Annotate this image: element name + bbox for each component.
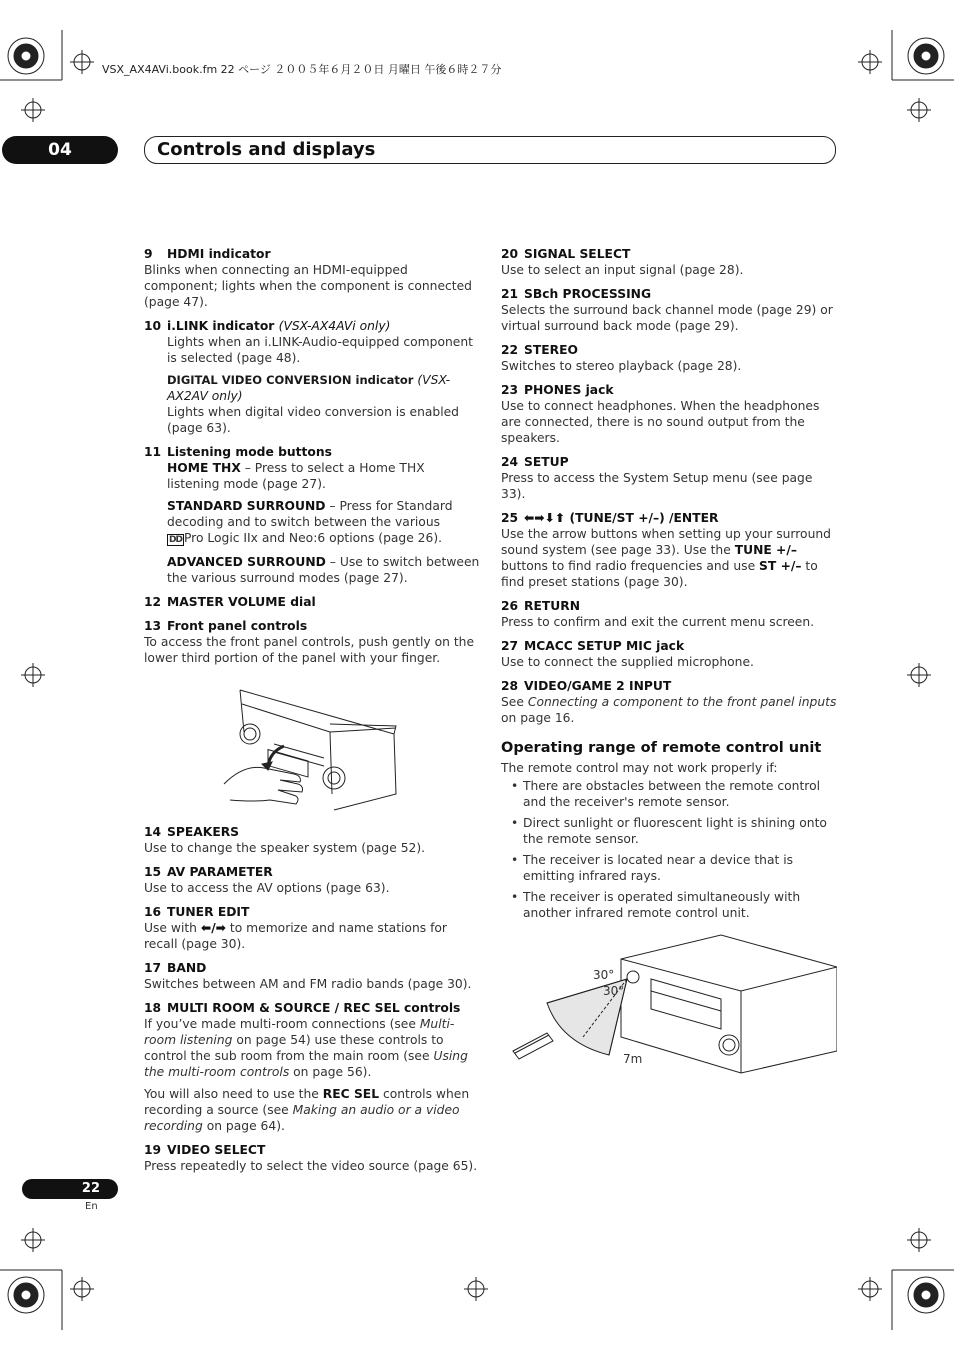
item-14 bbox=[144, 824, 480, 856]
page-number: 22 bbox=[81, 1181, 100, 1196]
item-body-advanced bbox=[144, 554, 480, 586]
item-body: Use to connect the supplied microphone. bbox=[501, 655, 754, 669]
item-number: 14 bbox=[144, 825, 162, 839]
button-name: ST +/– bbox=[759, 559, 802, 573]
item-title: SIGNAL SELECT bbox=[524, 247, 631, 261]
item-22 bbox=[501, 342, 837, 374]
text: If you’ve made multi-room connections (see bbox=[144, 1017, 420, 1031]
text: on page 64). bbox=[202, 1119, 285, 1133]
item-body bbox=[501, 694, 837, 726]
item-title: TUNER EDIT bbox=[167, 905, 250, 919]
cross-reference: Making an audio or a video recording bbox=[144, 1103, 460, 1133]
item-body: Selects the surround back channel mode (page 29) or virtual surround back mode (page 29). bbox=[501, 303, 833, 333]
text: You will also need to use the bbox=[144, 1087, 323, 1101]
text: to find preset stations (page 30). bbox=[501, 559, 818, 589]
item-body bbox=[501, 526, 837, 590]
item-body: Use to select an input signal (page 28). bbox=[501, 263, 744, 277]
item-body: Lights when digital video conversion is enabled (page 63). bbox=[167, 405, 459, 435]
button-name: TUNE +/– bbox=[734, 543, 797, 557]
right-column bbox=[501, 246, 837, 1088]
list-item: • Direct sunlight or fluorescent light is shining onto the remote sensor. bbox=[523, 815, 837, 847]
item-17 bbox=[144, 960, 480, 992]
item-number: 27 bbox=[501, 639, 519, 653]
item-note: (VSX-AX2AV only) bbox=[167, 373, 451, 403]
item-title: AV PARAMETER bbox=[167, 865, 273, 879]
file-info-header: VSX_AX4AVi.book.fm 22 ページ ２００５年６月２０日 月曜日 午後６時２７分 bbox=[102, 63, 502, 76]
corner-rosette-bottom-left bbox=[8, 1277, 44, 1313]
item-number: 18 bbox=[144, 1001, 162, 1015]
item-title: STEREO bbox=[524, 343, 578, 357]
item-number: 9 bbox=[144, 247, 153, 261]
button-name: STANDARD SURROUND bbox=[167, 499, 326, 513]
item-body: Press repeatedly to select the video source (page 65). bbox=[144, 1159, 478, 1173]
item-number: 25 bbox=[501, 511, 519, 525]
item-body-home-thx bbox=[144, 460, 480, 492]
item-25 bbox=[501, 510, 837, 590]
button-name: REC SEL bbox=[322, 1087, 380, 1101]
item-number: 10 bbox=[144, 319, 162, 333]
list-item: • The receiver is operated simultaneously with another infrared remote control unit. bbox=[523, 889, 837, 921]
item-20 bbox=[501, 246, 837, 278]
item-body: Lights when an i.LINK-Audio-equipped component is selected (page 48). bbox=[167, 335, 473, 365]
item-title: MCACC SETUP MIC jack bbox=[524, 639, 685, 653]
item-number: 21 bbox=[501, 287, 519, 301]
item-12 bbox=[144, 594, 480, 610]
item-body: Use to access the AV options (page 63). bbox=[144, 881, 390, 895]
angle-label-top: 30° bbox=[593, 968, 615, 982]
receiver-outline bbox=[621, 935, 837, 1073]
section-heading-remote-range: Operating range of remote control unit bbox=[501, 740, 822, 756]
description: – Press to select a Home THX listening mode (page 27). bbox=[167, 461, 425, 491]
remote-control bbox=[513, 1033, 553, 1059]
item-body: To access the front panel controls, push gently on the lower third portion of the panel with your finger. bbox=[144, 635, 475, 665]
item-body-p2 bbox=[144, 1086, 480, 1134]
item-number: 26 bbox=[501, 599, 519, 613]
button-name: ADVANCED SURROUND bbox=[167, 555, 326, 569]
cross-reference: Multi-room listening bbox=[144, 1017, 455, 1047]
item-number: 13 bbox=[144, 619, 162, 633]
item-title: SPEAKERS bbox=[167, 825, 240, 839]
item-18 bbox=[144, 1000, 480, 1134]
item-body: Use to connect headphones. When the headphones are connected, there is no sound output from the speakers. bbox=[501, 399, 820, 445]
item-body: Press to confirm and exit the current menu screen. bbox=[501, 615, 815, 629]
item-title: i.LINK indicator bbox=[167, 319, 275, 333]
text: controls when recording a source (see bbox=[144, 1087, 470, 1117]
corner-rosette-top-left bbox=[8, 38, 44, 74]
item-title: BAND bbox=[167, 961, 207, 975]
item-number: 28 bbox=[501, 679, 519, 693]
dolby-logo-icon: DD bbox=[169, 535, 182, 545]
text: on page 56). bbox=[289, 1065, 372, 1079]
item-26 bbox=[501, 598, 837, 630]
item-number: 22 bbox=[501, 343, 519, 357]
item-title: MULTI ROOM & SOURCE / REC SEL controls bbox=[167, 1001, 461, 1015]
item-28 bbox=[501, 678, 837, 726]
text: See bbox=[501, 695, 528, 709]
item-15 bbox=[144, 864, 480, 896]
item-note: (VSX-AX4AVi only) bbox=[278, 319, 391, 333]
chapter-number-tab: 04 bbox=[2, 136, 118, 164]
front-panel-illustration bbox=[144, 674, 480, 814]
item-title: DIGITAL VIDEO CONVERSION indicator bbox=[167, 373, 414, 387]
list-item: • The receiver is located near a device that is emitting infrared rays. bbox=[523, 852, 837, 884]
description: to memorize and name stations for recall (page 30). bbox=[144, 921, 447, 951]
button-name: HOME THX bbox=[167, 461, 241, 475]
page-number-tab bbox=[22, 1179, 118, 1199]
item-title: MASTER VOLUME dial bbox=[167, 595, 316, 609]
item-number: 15 bbox=[144, 865, 162, 879]
item-body bbox=[144, 920, 480, 952]
item-number: 17 bbox=[144, 961, 162, 975]
language-label: En bbox=[85, 1201, 98, 1212]
item-body: Switches between AM and FM radio bands (page 30). bbox=[144, 977, 472, 991]
chapter-title: Controls and displays bbox=[157, 139, 376, 160]
text: Use the arrow buttons when setting up your surround sound system (see page 33). Use the bbox=[501, 527, 831, 557]
description: Use with bbox=[144, 921, 201, 935]
description: – Press for Standard decoding and to switch between the various bbox=[167, 499, 453, 529]
item-number: 23 bbox=[501, 383, 519, 397]
item-title: HDMI indicator bbox=[167, 247, 271, 261]
item-title: SETUP bbox=[524, 455, 569, 469]
item-title: SBch PROCESSING bbox=[524, 287, 652, 301]
item-body-p1 bbox=[144, 1016, 480, 1080]
item-number: 20 bbox=[501, 247, 519, 261]
item-13 bbox=[144, 618, 480, 666]
text: on page 54) use these controls to control the sub room from the main room (see bbox=[144, 1033, 444, 1063]
arrow-buttons-icon: ⬅➡⬇⬆ bbox=[524, 511, 566, 525]
item-body: Blinks when connecting an HDMI-equipped component; lights when the component is connected (page 47). bbox=[144, 263, 472, 309]
remote-range-diagram bbox=[501, 933, 837, 1078]
corner-rosette-top-right bbox=[908, 38, 944, 74]
item-title: VIDEO/GAME 2 INPUT bbox=[524, 679, 672, 693]
item-title: VIDEO SELECT bbox=[167, 1143, 266, 1157]
item-title: (TUNE/ST +/–) /ENTER bbox=[565, 511, 719, 525]
item-23 bbox=[501, 382, 837, 446]
item-19 bbox=[144, 1142, 480, 1174]
bullet-list bbox=[501, 778, 837, 921]
item-11 bbox=[144, 444, 480, 586]
corner-rosette-bottom-right bbox=[908, 1277, 944, 1313]
item-27 bbox=[501, 638, 837, 670]
angle-label-bottom: 30° bbox=[603, 984, 625, 998]
item-24 bbox=[501, 454, 837, 502]
item-16 bbox=[144, 904, 480, 952]
item-title: PHONES jack bbox=[524, 383, 614, 397]
item-title: Front panel controls bbox=[167, 619, 308, 633]
text: on page 16. bbox=[501, 711, 575, 725]
left-right-arrow-icon: ⬅/➡ bbox=[200, 921, 226, 935]
left-column bbox=[144, 246, 480, 1182]
item-body: Press to access the System Setup menu (see page 33). bbox=[501, 471, 813, 501]
item-title: Listening mode buttons bbox=[167, 445, 332, 459]
item-number: 24 bbox=[501, 455, 519, 469]
item-number: 12 bbox=[144, 595, 162, 609]
cross-reference: Using the multi-room controls bbox=[144, 1049, 468, 1079]
section-intro: The remote control may not work properly if: bbox=[501, 761, 778, 775]
description: Pro Logic IIx and Neo:6 options (page 26). bbox=[183, 531, 443, 545]
item-body: Switches to stereo playback (page 28). bbox=[501, 359, 742, 373]
text: buttons to find radio frequencies and use bbox=[501, 559, 760, 573]
item-number: 19 bbox=[144, 1143, 162, 1157]
list-item: • There are obstacles between the remote control and the receiver's remote sensor. bbox=[523, 778, 837, 810]
item-body: Use to change the speaker system (page 52). bbox=[144, 841, 426, 855]
item-21 bbox=[501, 286, 837, 334]
distance-label: 7m bbox=[623, 1052, 643, 1066]
item-9 bbox=[144, 246, 480, 310]
item-number: 16 bbox=[144, 905, 162, 919]
item-number: 11 bbox=[144, 445, 162, 459]
item-body-standard bbox=[144, 498, 480, 548]
item-title: RETURN bbox=[524, 599, 581, 613]
cross-reference: Connecting a component to the front panel inputs bbox=[527, 695, 837, 709]
item-10 bbox=[144, 318, 480, 436]
chapter-title-box bbox=[144, 136, 836, 164]
description: – Use to switch between the various surround modes (page 27). bbox=[167, 555, 480, 585]
